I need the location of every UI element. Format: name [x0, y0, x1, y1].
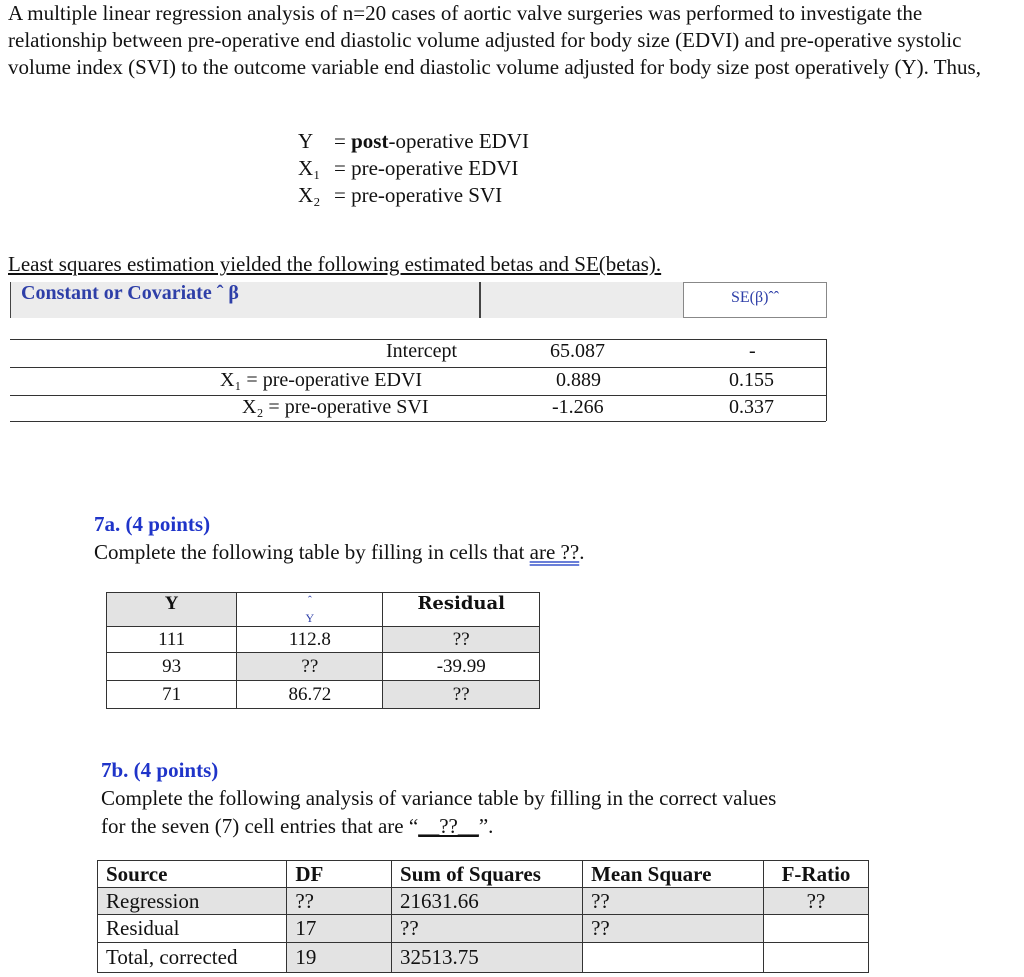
anova-cell	[583, 943, 764, 973]
variable-symbol: X₂	[298, 183, 321, 207]
cell-residual: ??	[383, 681, 540, 709]
anova-cell: Total, corrected	[98, 943, 287, 973]
question-7b-line2: for the seven (7) cell entries that are “__??__”.	[101, 814, 494, 838]
anova-table	[97, 860, 869, 973]
cell-yhat: 86.72	[237, 681, 383, 709]
variable-row: Y = post-operative EDVI	[298, 129, 529, 153]
cell-y: 93	[107, 653, 237, 681]
least-squares-caption: Least squares estimation yielded the following estimated betas and SE(betas).	[8, 252, 662, 276]
variable-row: X₂ = pre-operative SVI	[298, 183, 503, 207]
anova-row	[98, 888, 869, 915]
col-header-yhat: ˆ Y	[237, 593, 383, 627]
anova-cell	[764, 915, 869, 943]
coef-label: X₁ = pre-operative EDVI	[220, 369, 423, 391]
question-7a-title: 7a. (4 points)	[94, 512, 211, 536]
cell-residual: ??	[383, 627, 540, 653]
question-7a	[94, 510, 584, 566]
anova-cell	[764, 943, 869, 973]
coef-beta: 0.889	[556, 369, 601, 391]
cell-residual: -39.99	[383, 653, 540, 681]
row-divider	[10, 421, 826, 422]
coef-label: X₂ = pre-operative SVI	[242, 396, 429, 418]
anova-header: Sum of Squares	[392, 861, 583, 888]
intro-paragraph: A multiple linear regression analysis of n=20 cases of aortic valve surgeries was performed to investigate the relationship between pre-operative end diastolic volume adjusted for body size (EDVI) and pre-operative systolic volume index (SVI) to the outcome variable end diastolic volume adjusted for body size post operatively (Y). Thus,	[8, 1, 981, 79]
variable-symbol: X₁	[298, 156, 321, 180]
table-row	[107, 681, 540, 709]
coef-header-covariate: Constant or Covariate ˆ β	[21, 282, 239, 304]
coef-se: 0.155	[729, 369, 774, 391]
anova-cell: 21631.66	[392, 888, 583, 915]
anova-row	[98, 915, 869, 943]
variable-definitions	[298, 128, 529, 209]
anova-cell: ??	[583, 915, 764, 943]
anova-row	[98, 943, 869, 973]
table-edge	[826, 339, 827, 421]
anova-header: Mean Square	[583, 861, 764, 888]
col-header-y: Y	[107, 593, 237, 627]
anova-cell: 19	[287, 943, 392, 973]
variable-def: pre-operative EDVI	[351, 156, 519, 180]
variable-def-bold: post	[351, 129, 389, 153]
table-header-row	[107, 593, 540, 627]
cell-y: 71	[107, 681, 237, 709]
coef-table-header	[10, 282, 827, 318]
question-7b	[101, 756, 776, 840]
anova-header: DF	[287, 861, 392, 888]
coef-label: Intercept	[386, 340, 458, 362]
table-row	[107, 627, 540, 653]
anova-header: Source	[98, 861, 287, 888]
anova-cell: ??	[583, 888, 764, 915]
anova-cell: 32513.75	[392, 943, 583, 973]
row-divider	[10, 367, 826, 368]
anova-cell: Regression	[98, 888, 287, 915]
coef-header-se: SE(β)ˆˆ	[683, 282, 827, 318]
anova-header: F-Ratio	[764, 861, 869, 888]
anova-cell: ??	[287, 888, 392, 915]
variable-def: pre-operative SVI	[351, 183, 503, 207]
coef-se: -	[749, 340, 756, 362]
coef-se: 0.337	[729, 396, 774, 418]
table-7a	[106, 592, 540, 709]
question-7b-line1: Complete the following analysis of variance table by filling in the correct values	[101, 786, 777, 810]
anova-cell: ??	[764, 888, 869, 915]
anova-cell: 17	[287, 915, 392, 943]
variable-symbol: Y	[298, 129, 314, 153]
header-divider	[479, 282, 481, 318]
variable-def: -operative EDVI	[388, 129, 529, 153]
cell-yhat: ??	[237, 653, 383, 681]
anova-cell: Residual	[98, 915, 287, 943]
question-7a-text: Complete the following table by filling in cells that are ??.	[94, 540, 585, 564]
variable-row: X₁ = pre-operative EDVI	[298, 156, 519, 180]
anova-header-row	[98, 861, 869, 888]
question-7b-title: 7b. (4 points)	[101, 758, 219, 782]
table-row	[107, 653, 540, 681]
col-header-residual: Residual	[383, 593, 540, 627]
cell-y: 111	[107, 627, 237, 653]
coef-beta: 65.087	[550, 340, 605, 362]
anova-cell: ??	[392, 915, 583, 943]
cell-yhat: 112.8	[237, 627, 383, 653]
coef-beta: -1.266	[552, 396, 604, 418]
